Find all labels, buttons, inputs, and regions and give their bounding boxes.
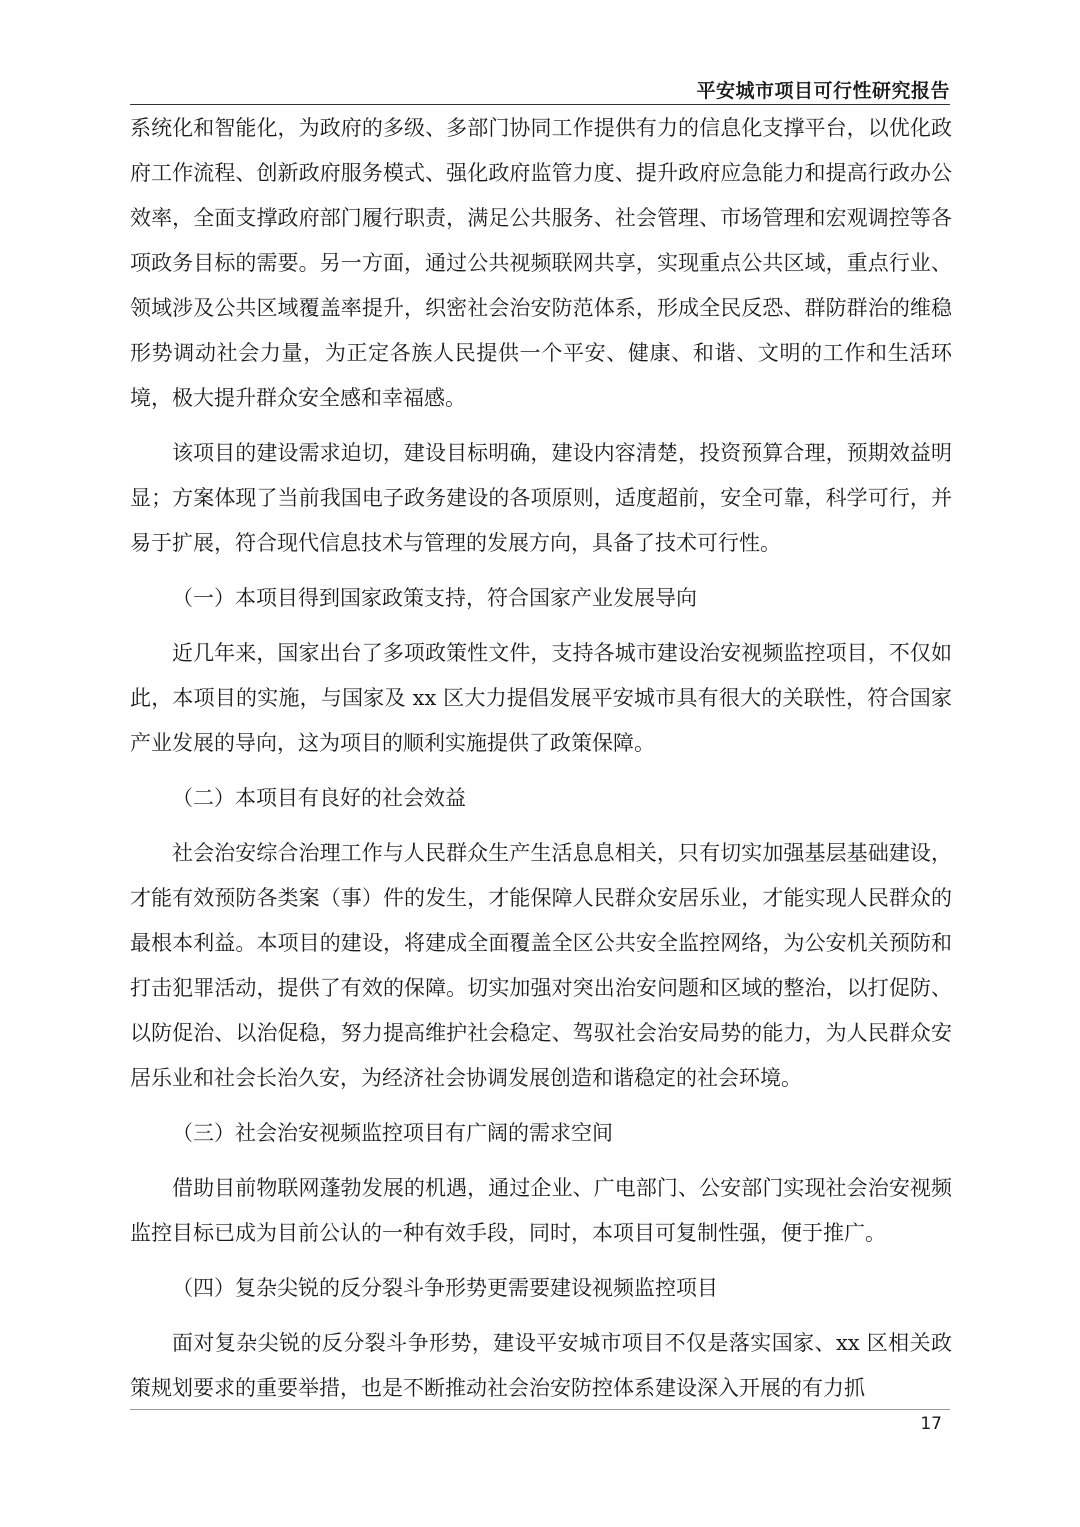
footer-divider — [130, 1409, 950, 1410]
section-heading-3: （三）社会治安视频监控项目有广阔的需求空间 — [172, 1121, 613, 1145]
paragraph-anti-separatism: 面对复杂尖锐的反分裂斗争形势，建设平安城市项目不仅是落实国家、xx 区相关政策规划要求的重要举措，也是不断推动社会治安防控体系建设深入开展的有力抓 — [130, 1331, 952, 1400]
page-number: 17 — [920, 1414, 942, 1434]
paragraph-social-benefit: 社会治安综合治理工作与人民群众生产生活息息相关，只有切实加强基层基础建设，才能有效预防各类案（事）件的发生，才能保障人民群众安居乐业，才能实现人民群众的最根本利益。本项目的建设，将建成全面覆盖全区公共安全监控网络，为公安机关预防和打击犯罪活动，提供了有效的保障。切实加强对突出治安问题和区域的整治，以打促防、以防促治、以治促稳，努力提高维护社会稳定、驾驭社会治安局势的能力，为人民群众安居乐业和社会长治久安，为经济社会协调发展创造和谐稳定的社会环境。 — [130, 841, 952, 1090]
document-body — [130, 106, 952, 1411]
paragraph-feasibility: 该项目的建设需求迫切，建设目标明确，建设内容清楚，投资预算合理，预期效益明显；方案体现了当前我国电子政务建设的各项原则，适度超前，安全可靠，科学可行，并易于扩展，符合现代信息技术与管理的发展方向，具备了技术可行性。 — [130, 441, 952, 555]
section-heading-4: （四）复杂尖锐的反分裂斗争形势更需要建设视频监控项目 — [172, 1276, 718, 1300]
paragraph-demand: 借助目前物联网蓬勃发展的机遇，通过企业、广电部门、公安部门实现社会治安视频监控目标已成为目前公认的一种有效手段，同时，本项目可复制性强，便于推广。 — [130, 1176, 952, 1245]
section-heading-2: （二）本项目有良好的社会效益 — [172, 786, 466, 810]
section-heading-1: （一）本项目得到国家政策支持，符合国家产业发展导向 — [172, 586, 697, 610]
running-header-title: 平安城市项目可行性研究报告 — [696, 80, 950, 102]
paragraph-policy: 近几年来，国家出台了多项政策性文件，支持各城市建设治安视频监控项目，不仅如此，本项目的实施，与国家及 xx 区大力提倡发展平安城市具有很大的关联性，符合国家产业发展的导向，这为项目的顺利实施提供了政策保障。 — [130, 641, 952, 755]
header-divider — [130, 104, 950, 105]
paragraph-continued: 系统化和智能化，为政府的多级、多部门协同工作提供有力的信息化支撑平台，以优化政府工作流程、创新政府服务模式、强化政府监管力度、提升政府应急能力和提高行政办公效率，全面支撑政府部门履行职责，满足公共服务、社会管理、市场管理和宏观调控等各项政务目标的需要。另一方面，通过公共视频联网共享，实现重点公共区域，重点行业、领域涉及公共区域覆盖率提升，织密社会治安防范体系，形成全民反恐、群防群治的维稳形势调动社会力量，为正定各族人民提供一个平安、健康、和谐、文明的工作和生活环境，极大提升群众安全感和幸福感。 — [130, 116, 952, 410]
